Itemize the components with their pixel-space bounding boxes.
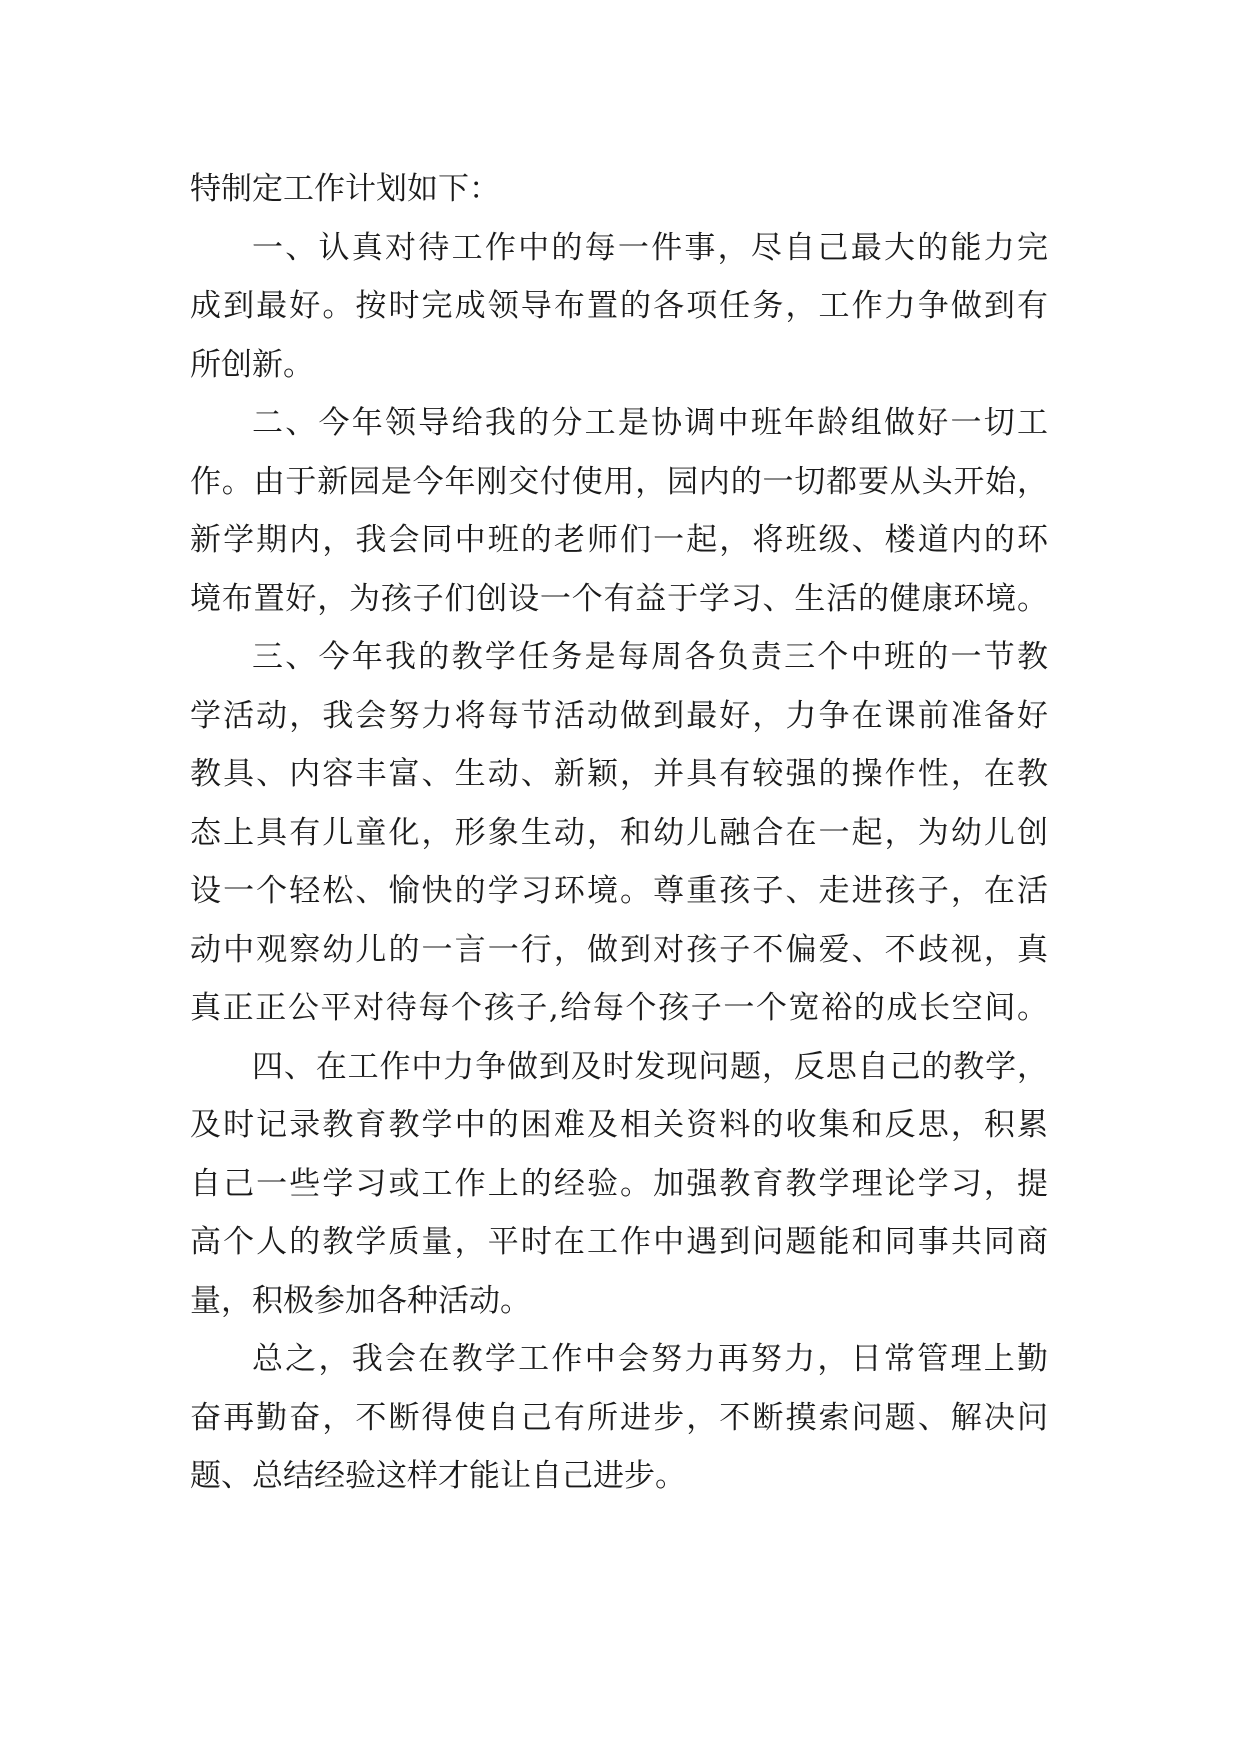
text-line: 教具、内容丰富、生动、新颖，并具有较强的操作性，在教 bbox=[190, 756, 1048, 792]
text-line: 态上具有儿童化，形象生动，和幼儿融合在一起，为幼儿创 bbox=[190, 814, 1048, 851]
text-line: 动中观察幼儿的一言一行，做到对孩子不偏爱、不歧视，真 bbox=[190, 931, 1048, 968]
text-line: 设一个轻松、愉快的学习环境。尊重孩子、走进孩子，在活 bbox=[190, 873, 1048, 909]
text-line: 成到最好。按时完成领导布置的各项任务，工作力争做到有 bbox=[190, 288, 1048, 324]
text-line: 境布置好，为孩子们创设一个有益于学习、生活的健康环境。 bbox=[190, 580, 1048, 617]
text-line: 作。由于新园是今年刚交付使用，园内的一切都要从头开始， bbox=[190, 463, 1048, 500]
text-line: 一、认真对待工作中的每一件事，尽自己最大的能力完 bbox=[252, 229, 1048, 266]
text-line: 奋再勤奋，不断得使自己有所进步，不断摸索问题、解决问 bbox=[190, 1399, 1048, 1436]
text-line: 四、在工作中力争做到及时发现问题，反思自己的教学， bbox=[252, 1048, 1048, 1085]
text-line: 特制定工作计划如下： bbox=[190, 171, 500, 207]
text-line: 高个人的教学质量，平时在工作中遇到问题能和同事共同商 bbox=[190, 1224, 1048, 1260]
text-line: 自己一些学习或工作上的经验。加强教育教学理论学习，提 bbox=[190, 1165, 1048, 1202]
text-line: 真正正公平对待每个孩子,给每个孩子一个宽裕的成长空间。 bbox=[190, 990, 1048, 1026]
text-line: 题、总结经验这样才能让自己进步。 bbox=[190, 1458, 686, 1494]
text-line: 总之，我会在教学工作中会努力再努力，日常管理上勤 bbox=[252, 1341, 1048, 1377]
text-line: 二、今年领导给我的分工是协调中班年龄组做好一切工 bbox=[252, 405, 1048, 441]
text-line: 三、今年我的教学任务是每周各负责三个中班的一节教 bbox=[252, 639, 1048, 675]
text-line: 学活动，我会努力将每节活动做到最好，力争在课前准备好 bbox=[190, 697, 1048, 734]
document-body bbox=[190, 160, 1048, 1506]
text-line: 所创新。 bbox=[190, 346, 314, 383]
text-line: 及时记录教育教学中的困难及相关资料的收集和反思，积累 bbox=[190, 1107, 1048, 1143]
text-line: 量，积极参加各种活动。 bbox=[190, 1282, 531, 1319]
text-line: 新学期内，我会同中班的老师们一起，将班级、楼道内的环 bbox=[190, 522, 1048, 558]
